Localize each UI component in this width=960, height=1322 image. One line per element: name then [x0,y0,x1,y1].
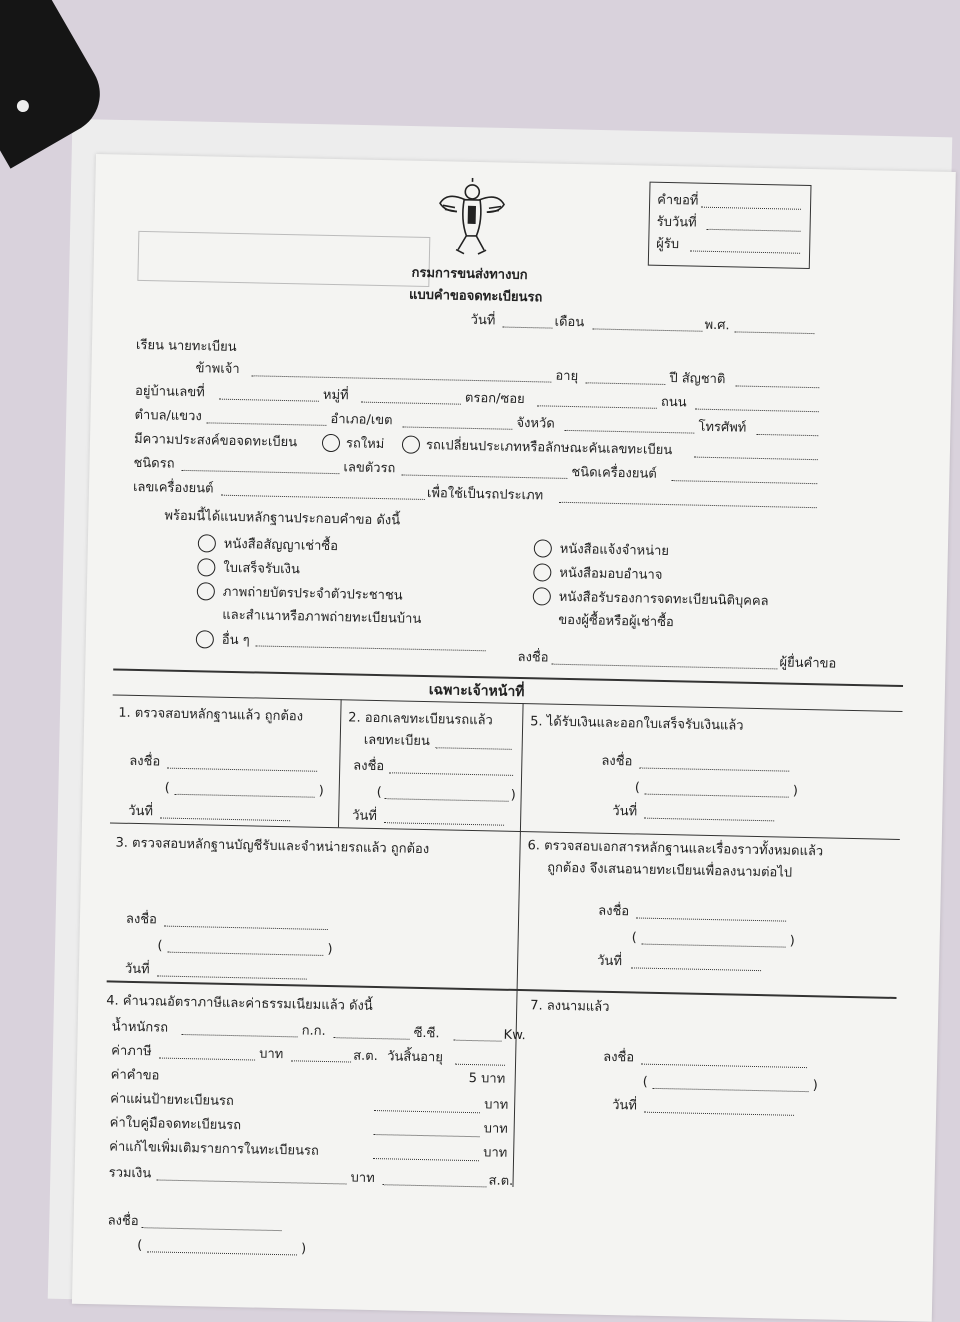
step7-name-field[interactable] [653,1088,809,1092]
tax-field[interactable] [159,1058,255,1061]
faded-underprint-box [137,231,430,287]
purpose-label: มีความประสงค์ขอจดทะเบียน [133,431,298,451]
request-fee-value: 5 บาท [468,1071,506,1087]
step2-sign-field[interactable] [389,772,513,776]
book-fee-field[interactable] [374,1134,480,1137]
phone-field[interactable] [756,434,818,436]
total-satang: ส.ต. [488,1173,514,1189]
tax-satang-field[interactable] [291,1060,351,1062]
plate-fee-label: ค่าแผ่นป้ายทะเบียนรถ [110,1091,234,1110]
form-title: แบบคำขอจดทะเบียนรถ [408,287,543,306]
engine-no-label: เลขเครื่องยนต์ [132,479,214,497]
engine-no-field[interactable] [221,495,425,500]
corporate-cert-label: หนังสือรับรองการจดทะเบียนนิติบุคคล [558,589,769,610]
house-no-label: อยู่บ้านเลขที่ [134,383,205,401]
name-label: ข้าพเจ้า [195,361,240,378]
receipt-label: ใบเสร็จรับเงิน [223,560,300,578]
date-day-field[interactable] [502,327,552,329]
step1-paren-open: ( [164,780,170,796]
applicant-sign-field[interactable] [551,664,777,670]
step2-paren-open: ( [376,785,382,801]
other-field[interactable] [256,645,486,651]
step5-name-field[interactable] [645,794,789,798]
step1-sign-label: ลงชื่อ [129,753,161,770]
step6-paren-close: ) [789,933,795,949]
step7-date-label: วันที่ [612,1098,638,1114]
date-day-label: วันที่ [470,312,496,329]
change-type-field[interactable] [694,457,818,461]
step3-paren-open: ( [157,938,163,954]
step1-label: 1. ตรวจสอบหลักฐานแล้ว ถูกต้อง [118,705,304,725]
step2-name-field[interactable] [385,798,509,802]
soi-label: ตรอก/ซอย [464,390,525,408]
total-satang-field[interactable] [382,1184,486,1187]
use-type-label: เพื่อใช้เป็นรถประเภท [426,486,544,504]
step6-date-label: วันที่ [597,953,623,970]
age-label: อายุ [555,368,579,385]
step2-date-field[interactable] [384,822,504,826]
step3-date-label: วันที่ [124,961,150,978]
province-field[interactable] [564,430,694,434]
garuda-emblem [436,177,508,256]
new-car-option: รถใหม่ [345,436,385,453]
step4-sign-field[interactable] [142,1227,282,1231]
total-label: รวมเงิน [108,1165,152,1182]
step4-paren-close: ) [300,1241,307,1257]
tax-label: ค่าภาษี [111,1043,152,1060]
amend-fee-baht: บาท [483,1145,508,1161]
other-checkbox[interactable] [196,630,214,648]
engine-type-field[interactable] [671,480,817,484]
engine-type-label: ชนิดเครื่องยนต์ [571,465,657,482]
step5-sign-label: ลงชื่อ [601,753,633,770]
house-no-field[interactable] [219,399,319,402]
step1-paren-close: ) [318,783,324,799]
step4-label: 4. คำนวณอัตราภาษีและค่าธรรมเนียมแล้ว ดังนี้ [106,993,373,1014]
applicant-label: ผู้ยื่นคำขอ [779,655,837,672]
receiver-label: ผู้รับ [656,236,680,253]
step3-label: 3. ตรวจสอบหลักฐานบัญชีรับและจำหน่ายรถแล้ว ถูกต้อง [115,835,430,858]
step3-sign-field[interactable] [164,926,328,930]
step1-date-field[interactable] [160,817,290,821]
step4-sign-label: ลงชื่อ [107,1213,139,1230]
step6-sign-field[interactable] [636,917,786,921]
moo-label: หมู่ที่ [322,387,349,404]
date-year-label: พ.ศ. [704,317,730,334]
house-registration-label: และสำเนาหรือภาพถ่ายทะเบียนบ้าน [222,607,422,627]
chassis-label: เลขตัวรถ [343,460,396,477]
step1-sign-field[interactable] [167,768,317,772]
date-month-label: เดือน [554,314,585,331]
step5-date-field[interactable] [644,818,774,822]
total-baht: บาท [350,1170,375,1187]
new-car-radio[interactable] [322,434,340,452]
district-field[interactable] [402,426,512,429]
chassis-field[interactable] [401,474,567,478]
salutation: เรียน นายทะเบียน [135,337,237,355]
road-field[interactable] [695,409,819,413]
tax-satang-unit: ส.ต. [353,1048,378,1065]
step7-paren-open: ( [642,1074,648,1090]
step1-name-field[interactable] [175,794,315,798]
kw-unit: Kw. [503,1027,526,1044]
book-fee-baht: บาท [483,1121,508,1137]
corporate-cert-checkbox[interactable] [533,587,551,605]
amend-fee-field[interactable] [373,1158,479,1161]
tax-baht-unit: บาท [259,1046,284,1063]
power-of-attorney-label: หนังสือมอบอำนาจ [559,565,663,583]
hire-purchase-label: หนังสือสัญญาเช่าซื้อ [223,536,339,555]
receipt-checkbox[interactable] [197,558,215,576]
step2-sign-label: ลงชื่อ [353,758,385,775]
step6-sublabel: ถูกต้อง จึงเสนอนายทะเบียนเพื่อลงนามต่อไป [546,860,793,881]
received-date-label: รับวันที่ [656,214,697,231]
step7-sign-label: ลงชื่อ [603,1049,635,1066]
id-card-label: ภาพถ่ายบัตรประจำตัวประชาชน [222,584,403,604]
cc-field[interactable] [334,1037,410,1040]
moo-field[interactable] [361,402,461,405]
step5-sign-field[interactable] [639,768,789,772]
weight-field[interactable] [182,1034,298,1037]
pen-clip [15,98,31,114]
step2-plate-label: เลขทะเบียน [363,732,430,750]
phone-label: โทรศัพท์ [698,419,747,436]
road-label: ถนน [660,394,687,411]
step5-paren-close: ) [792,783,799,799]
step6-date-field[interactable] [631,967,761,971]
step7-sign-field[interactable] [641,1064,807,1068]
step3-sign-label: ลงชื่อ [125,911,158,928]
date-year-field[interactable] [734,331,814,334]
total-field[interactable] [157,1179,347,1184]
request-no-label: คำขอที่ [656,192,699,209]
date-month-field[interactable] [592,328,702,331]
name-field[interactable] [251,375,551,382]
step3-paren-close: ) [327,942,333,958]
row1-divider-b [512,703,523,1187]
request-fee-label: ค่าคำขอ [110,1067,160,1084]
kw-field[interactable] [454,1040,502,1042]
amend-fee-label: ค่าแก้ไขเพิ่มเติมรายการในทะเบียนรถ [109,1139,319,1159]
step4-name-field[interactable] [147,1251,297,1255]
applicant-sign-label: ลงชื่อ [517,649,549,666]
expiry-label: วันสิ้นอายุ [387,1049,444,1066]
weight-label: น้ำหนักรถ [111,1019,169,1036]
step7-date-field[interactable] [644,1112,794,1116]
change-type-radio[interactable] [402,435,420,453]
id-card-checkbox[interactable] [197,582,215,600]
district-label: อำเภอ/เขต [330,411,393,429]
book-fee-label: ค่าใบคู่มือจดทะเบียนรถ [109,1115,242,1134]
step5-paren-open: ( [634,780,641,796]
row1-divider-a [338,699,342,827]
step2-paren-close: ) [510,787,516,803]
step3-name-field[interactable] [167,952,323,956]
age-field[interactable] [585,382,665,385]
department-title: กรมการขนส่งทางบก [411,265,528,284]
plate-fee-field[interactable] [374,1110,480,1113]
province-label: จังหวัด [516,415,555,432]
disposal-notice-checkbox[interactable] [534,539,552,557]
soi-field[interactable] [537,405,657,409]
step6-name-field[interactable] [642,944,786,948]
kg-unit: ก.ก. [301,1023,326,1040]
expiry-field[interactable] [455,1064,505,1066]
nationality-label: ปี สัญชาติ [669,371,726,388]
step6-paren-open: ( [631,930,637,946]
power-of-attorney-checkbox[interactable] [533,563,551,581]
subdistrict-field[interactable] [206,422,326,426]
other-label: อื่น ๆ [221,632,250,649]
car-type-field[interactable] [181,470,339,474]
step6-label: 6. ตรวจสอบเอกสารหลักฐานและเรื่องราวทั้งหมดแล้ว [527,838,824,860]
subdistrict-label: ตำบล/แขวง [134,407,202,425]
step7-label: 7. ลงนามแล้ว [530,998,610,1015]
cc-unit: ซี.ซี. [413,1025,440,1042]
registration-form-sheet [72,154,956,1322]
car-type-label: ชนิดรถ [133,455,175,472]
use-type-field[interactable] [559,502,817,508]
change-type-option: รถเปลี่ยนประเภทหรือลักษณะคันเลขทะเบียน [425,437,673,459]
hire-purchase-checkbox[interactable] [198,534,216,552]
step1-date-label: วันที่ [128,803,154,820]
step7-paren-close: ) [812,1078,818,1094]
attachments-intro: พร้อมนี้ได้แนบหลักฐานประกอบคำขอ ดังนี้ [164,508,401,529]
step5-label: 5. ได้รับเงินและออกใบเสร็จรับเงินแล้ว [530,714,744,734]
nationality-field[interactable] [735,385,819,388]
step2-date-label: วันที่ [352,808,378,825]
disposal-notice-label: หนังสือแจ้งจำหน่าย [559,541,670,560]
step5-date-label: วันที่ [612,803,638,820]
buyer-label: ของผู้ซื้อหรือผู้เช่าซื้อ [558,612,674,631]
step4-paren-open: ( [136,1238,143,1254]
step2-label: 2. ออกเลขทะเบียนรถแล้ว [348,710,493,729]
plate-fee-baht: บาท [484,1097,509,1113]
officer-section-title: เฉพาะเจ้าหน้าที่ [428,682,525,701]
step3-date-field[interactable] [157,975,307,979]
step2-plate-field[interactable] [436,747,512,750]
step6-sign-label: ลงชื่อ [598,903,630,920]
